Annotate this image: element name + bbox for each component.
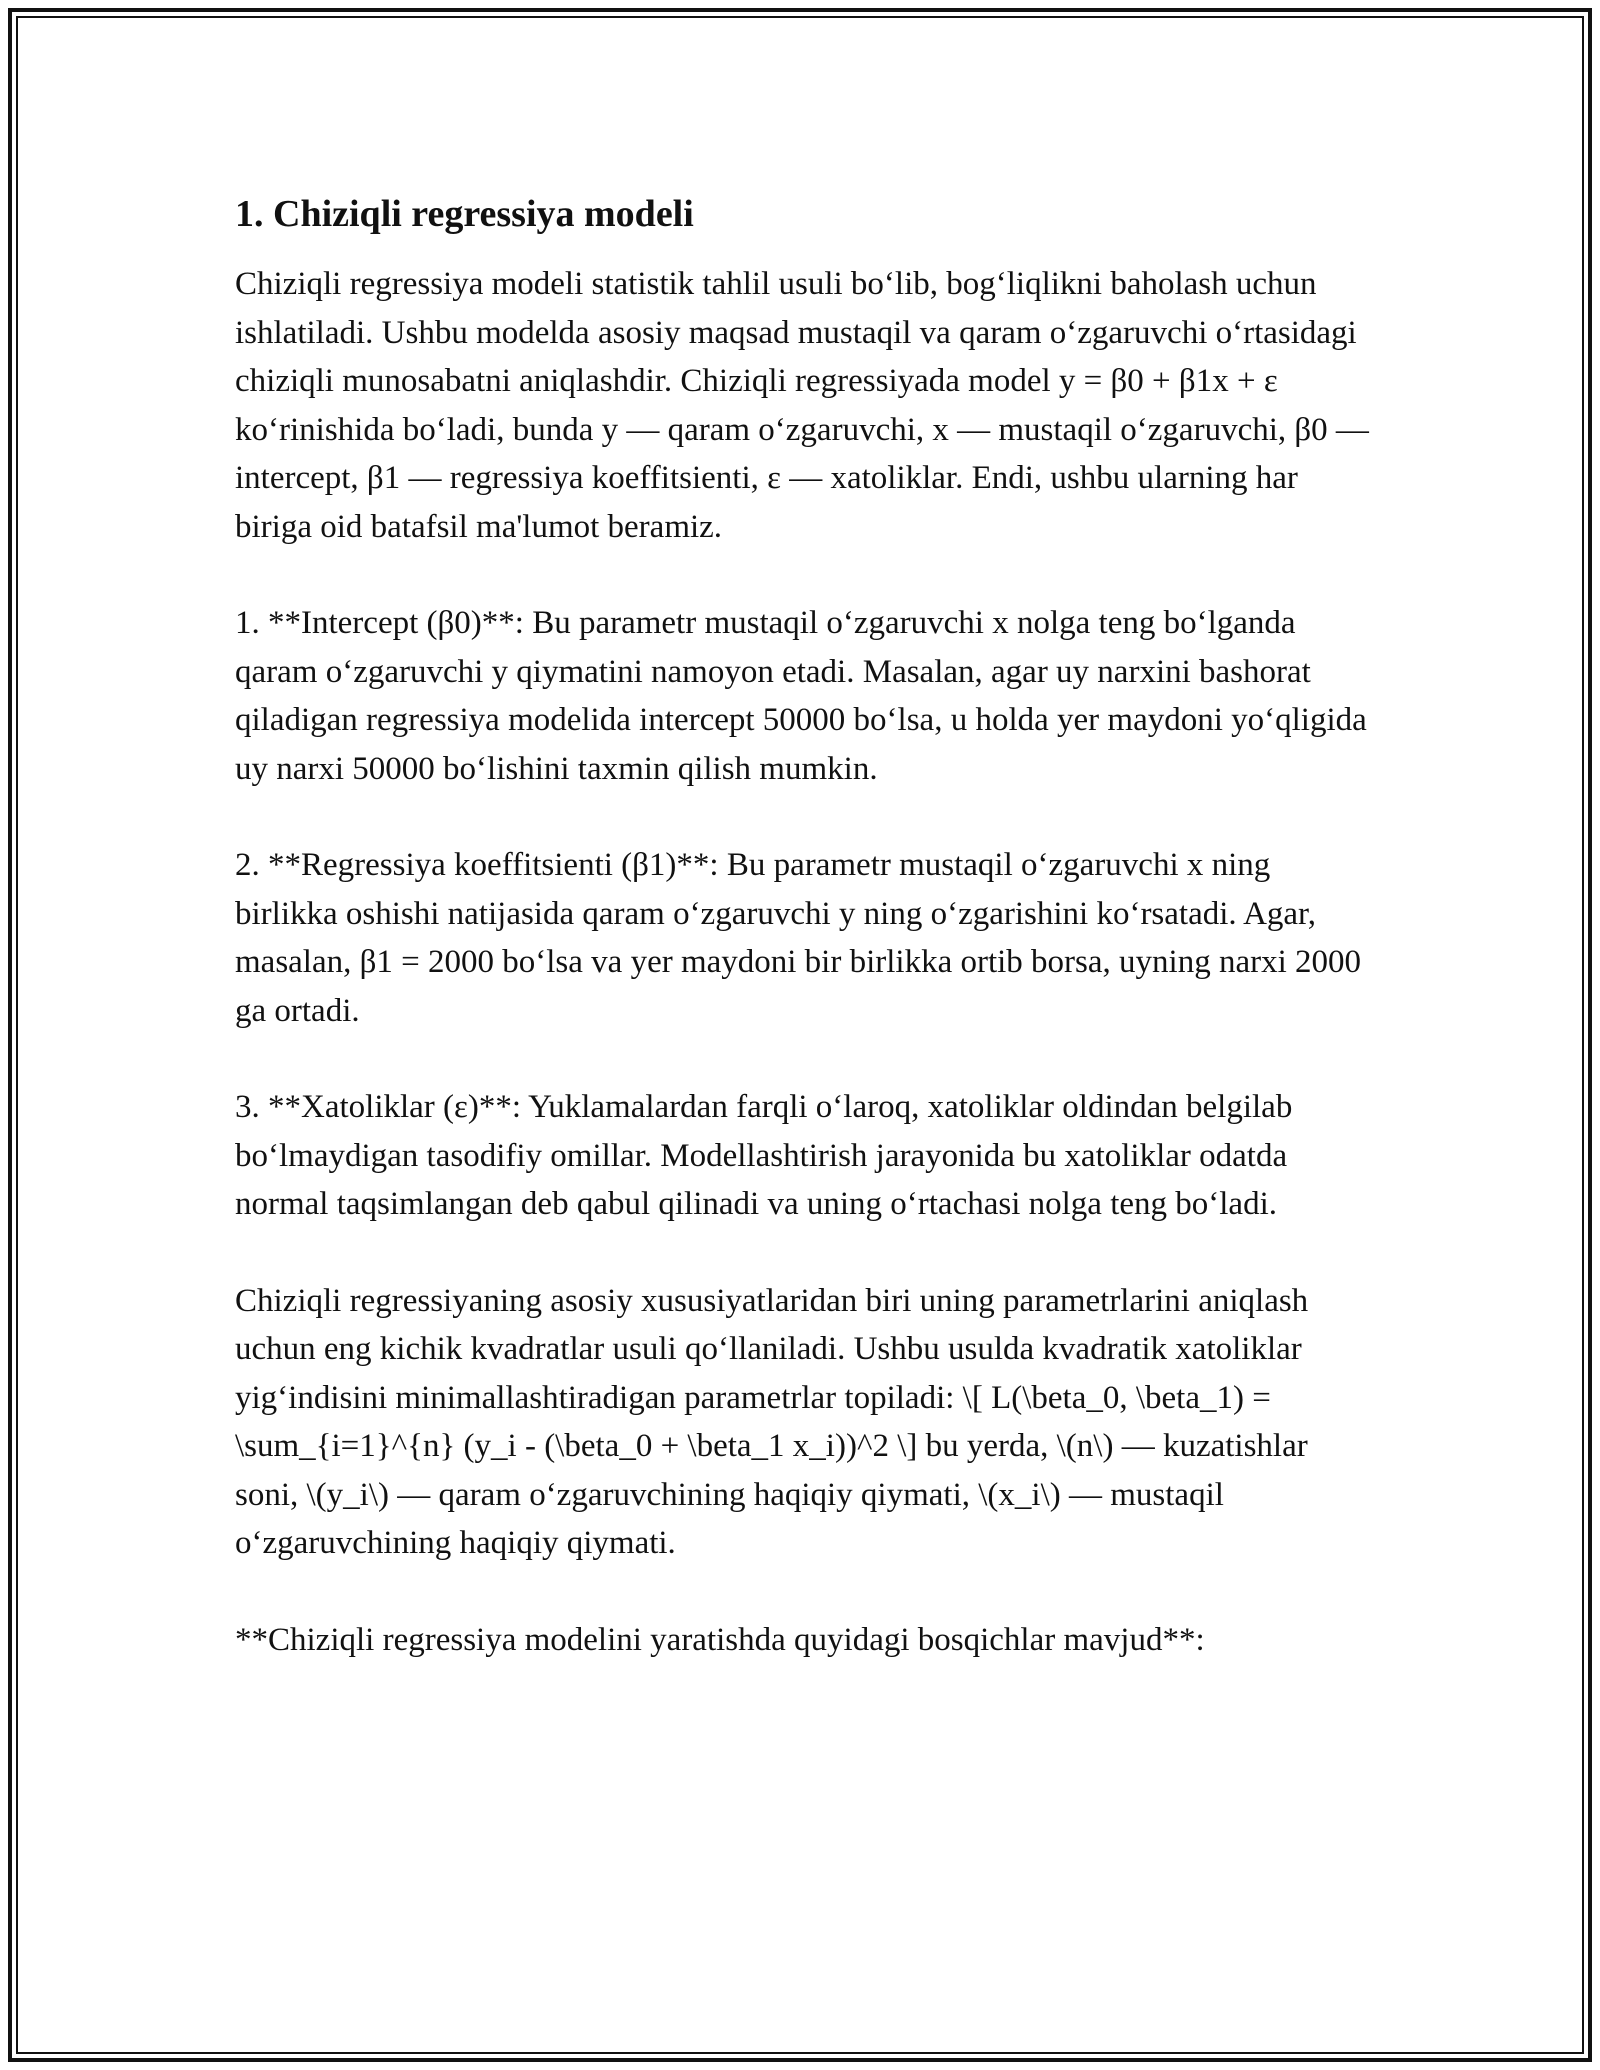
intercept-paragraph: 1. **Intercept (β0)**: Bu parametr mustaqil o‘zgaruvchi x nolga teng bo‘lganda qaram o‘zgaruvchi y qiymatini namoyon etadi. Masalan, agar uy narxini bashorat qiladigan regressiya modelida intercept 50000 bo‘lsa, u holda yer maydoni yo‘qligida uy narxi 50000 bo‘lishini taxmin qilish mumkin. xyxy=(235,605,1376,787)
steps-intro-paragraph: **Chiziqli regressiya modelini yaratishda quyidagi bosqichlar mavjud**: xyxy=(235,1621,1205,1658)
least-squares-paragraph: Chiziqli regressiyaning asosiy xususiyatlaridan biri uning parametrlarini aniqlash uchun eng kichik kvadratlar usuli qo‘llaniladi. Ushbu usulda kvadratik xatoliklar yig‘indisini minimallashtiradigan parametrlar topiladi: \[ L(\beta_0, \beta_1) = \sum_{i=1}^{n} (y_i - (\beta_0 + \beta_1 x_i))^2 \] bu yerda, \(n\) — kuzatishlar soni, \(y_i\) — qaram o‘zgaruvchining haqiqiy qiymati, \(x_i\) — mustaqil o‘zgaruvchining haqiqiy qiymati. xyxy=(235,1282,1317,1561)
intro-paragraph: Chiziqli regressiya modeli statistik tahlil usuli bo‘lib, bog‘liqlikni baholash uchun ishlatiladi. Ushbu modelda asosiy maqsad mustaqil va qaram o‘zgaruvchi o‘rtasidagi chiziqli munosabatni aniqlashdir. Chiziqli regressiyada model y = β0 + β1x + ε ko‘rinishida bo‘ladi, bunda y — qaram o‘zgaruvchi, x — mustaqil o‘zgaruvchi, β0 — intercept, β1 — regressiya koeffitsienti, ε — xatoliklar. Endi, ushbu ularning har biriga oid batafsil ma'lumot beramiz. xyxy=(235,266,1378,545)
coefficient-paragraph: 2. **Regressiya koeffitsienti (β1)**: Bu parametr mustaqil o‘zgaruvchi x ning birlikka oshishi natijasida qaram o‘zgaruvchi y ning o‘zgarishini ko‘rsatadi. Agar, masalan, β1 = 2000 bo‘lsa va yer maydoni bir birlikka ortib borsa, uyning narxi 2000 ga ortadi. xyxy=(235,847,1370,1029)
errors-paragraph: 3. **Xatoliklar (ε)**: Yuklamalardan farqli o‘laroq, xatoliklar oldindan belgilab bo‘lmaydigan tasodifiy omillar. Modellashtirish jarayonida bu xatoliklar odatda normal taqsimlangan deb qabul qilinadi va uning o‘rtachasi nolga teng bo‘ladi. xyxy=(235,1089,1301,1222)
section-heading: 1. Chiziqli regressiya modeli xyxy=(235,193,694,235)
document-body xyxy=(235,188,1378,1712)
